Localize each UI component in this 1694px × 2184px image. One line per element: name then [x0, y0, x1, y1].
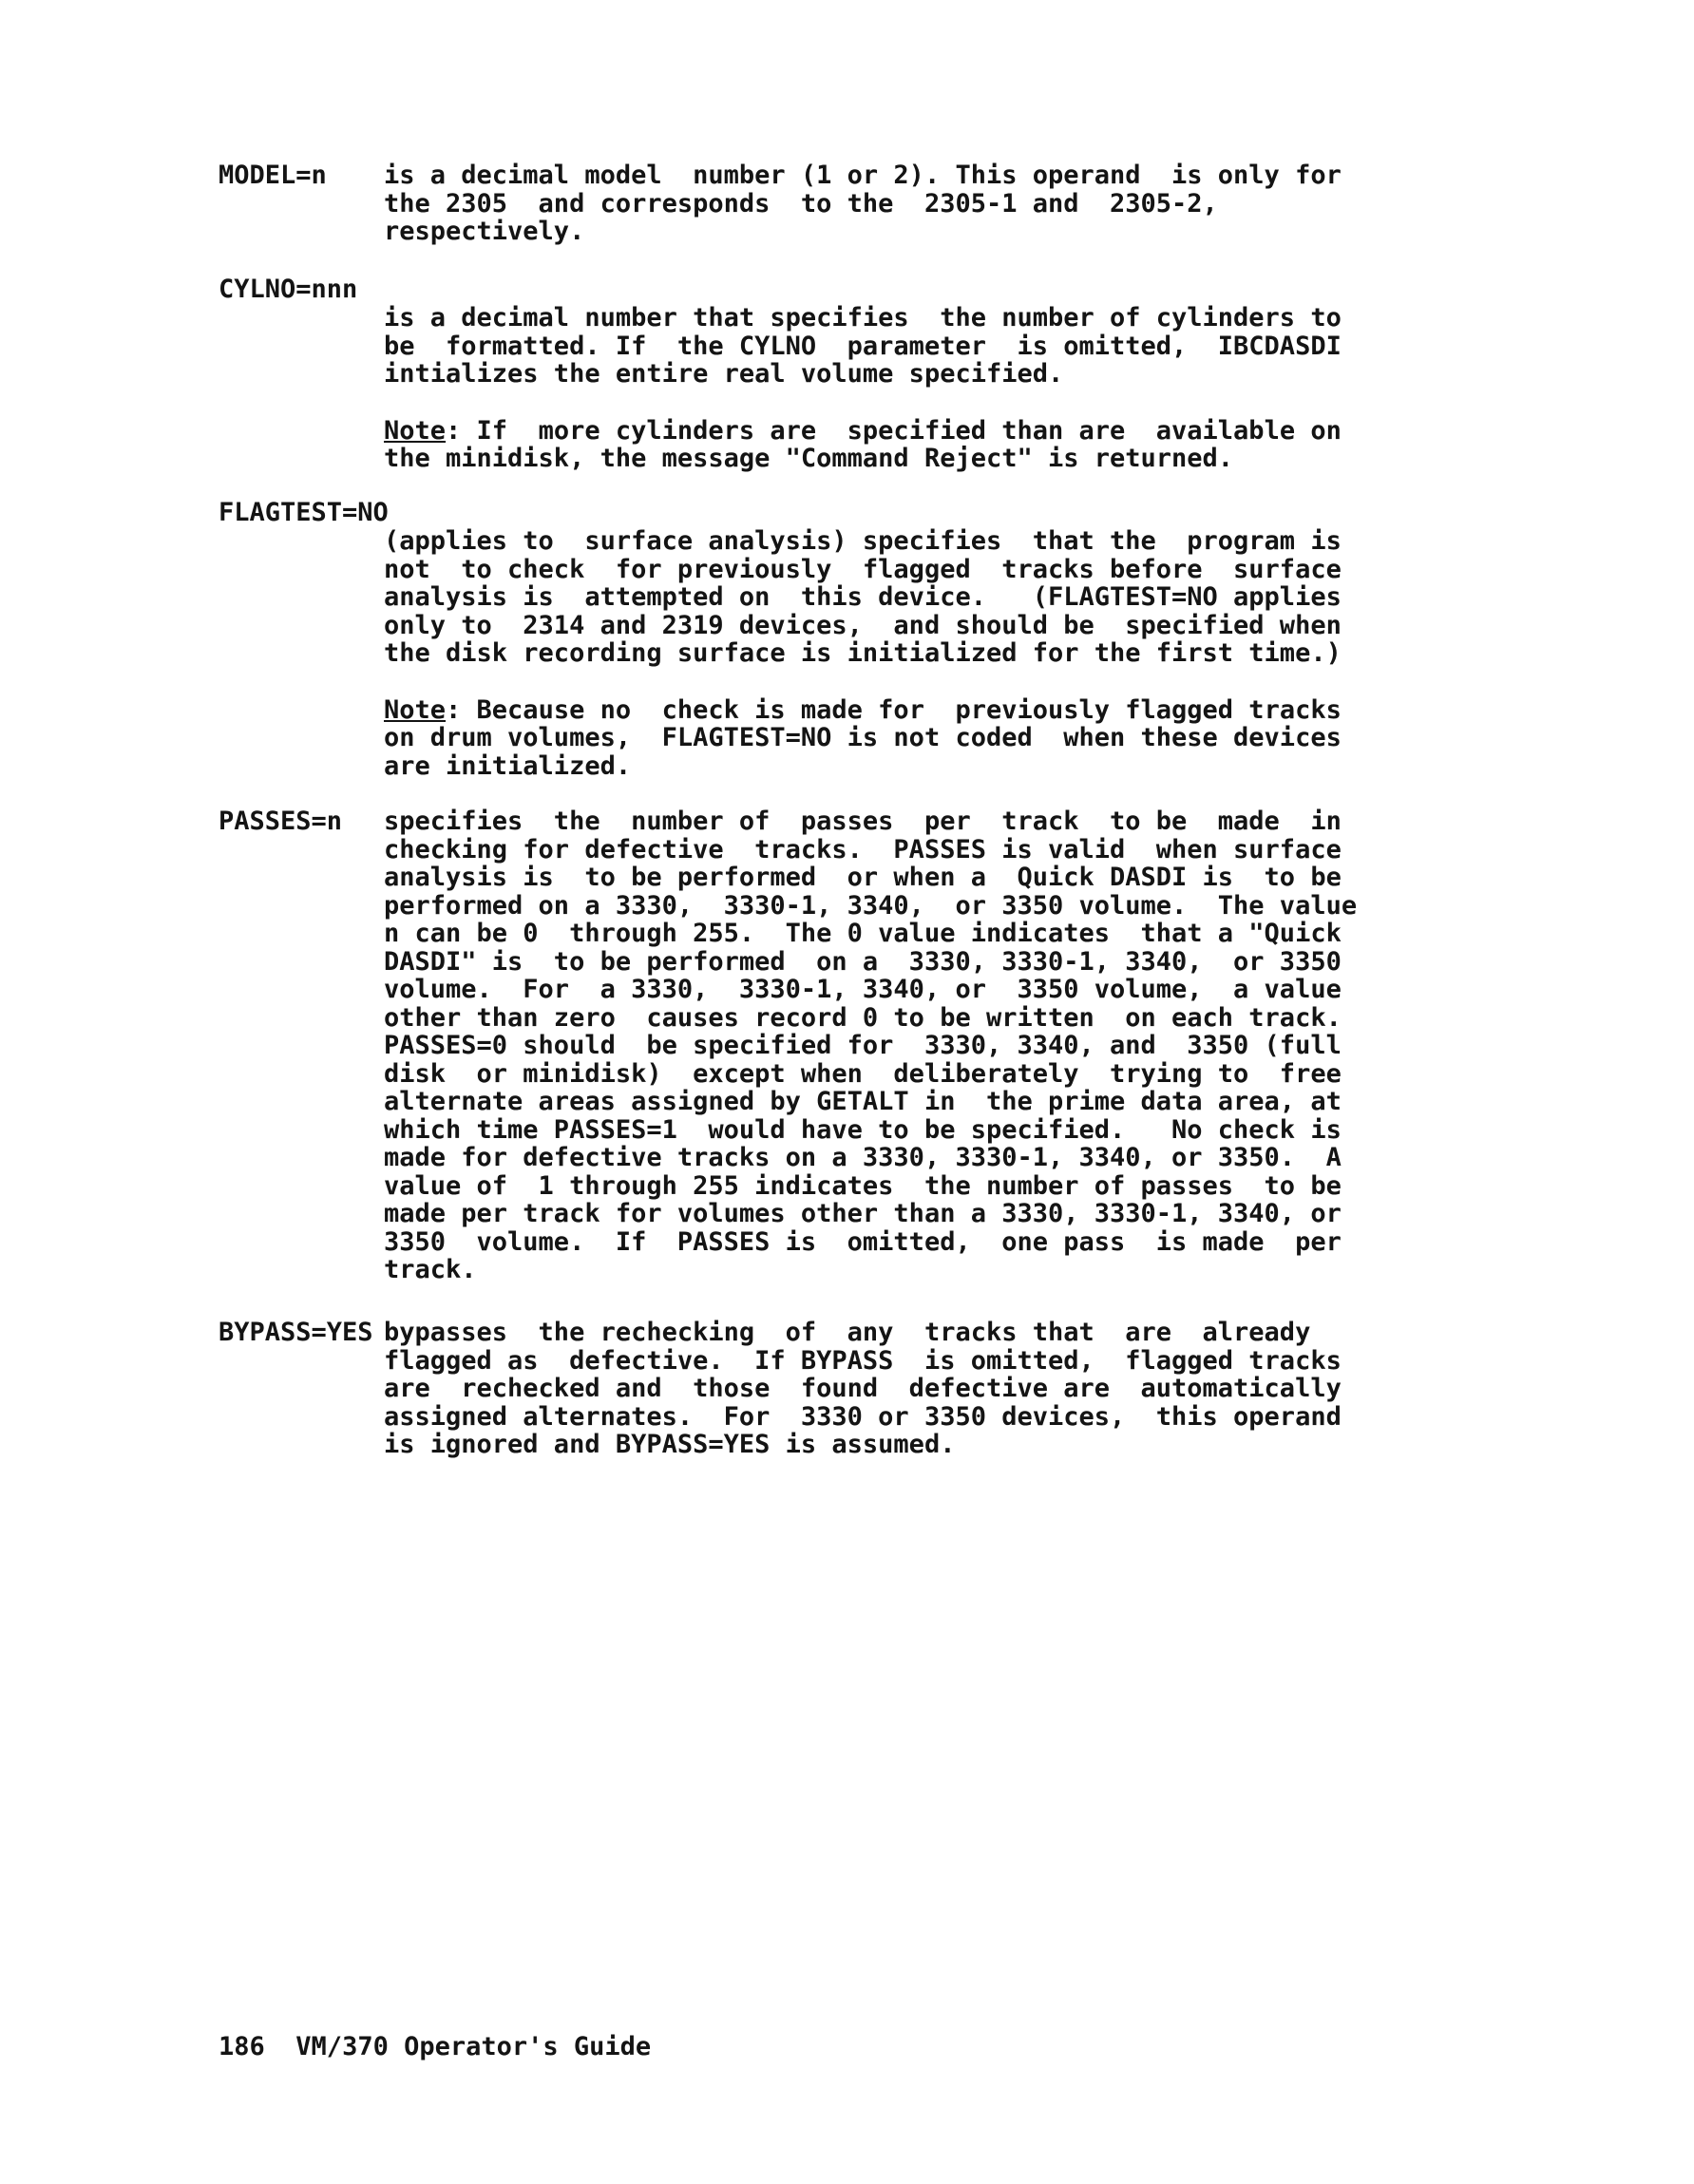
description-paragraph: specifies the number of passes per track to be made in checking for defective tracks. PASSES is valid when surface analysis is to be performed or when a Quick DASDI is to be performed on a 3330, 3330-1, 3340, or 3350 volume. The value n can be 0 through 255. The 0 value indicates that a "Quick DASDI" is to be performed on a 3330, 3330-1, 3340, or 3350 volume. For a 3330, 3330-1, 3340, or 3350 volume, a value other than zero causes record 0 to be written on each track. PASSES=0 should be specified for 3330, 3340, and 3350 (full disk or minidisk) except when deliberately trying to free alternate areas assigned by GETALT in the prime data area, at which time PASSES=1 would have to be specified. No check is made for defective tracks on a 3330, 3330-1, 3340, or 3350. A value of 1 through 255 indicates the number of passes to be made per track for volumes other than a 3330, 3330-1, 3340, or 3350 volume. If PASSES is omitted, one pass is made per track. [384, 807, 1358, 1284]
entry-cylno-body [384, 304, 1638, 473]
entry-flagtest-body [384, 527, 1638, 780]
term-cylno: CYLNO=nnn [219, 275, 358, 304]
entry-bypass-body [384, 1319, 1638, 1459]
entry-model-body [384, 161, 1638, 246]
description-paragraph: is a decimal number that specifies the number of cylinders to be formatted. If the CYLNO parameter is omitted, IBCDASDI intializes the entire real volume specified. [384, 303, 1342, 389]
description-paragraph: is a decimal model number (1 or 2). This operand is only for the 2305 and corresponds to the 2305-1 and 2305-2, respectively. [384, 161, 1342, 246]
note-paragraph [384, 696, 1638, 781]
term-flagtest: FLAGTEST=NO [219, 498, 389, 527]
page-number: 186 [219, 2032, 265, 2061]
term-bypass: BYPASS=YES [219, 1318, 373, 1347]
term-passes: PASSES=n [219, 807, 343, 836]
entry-passes-body [384, 807, 1638, 1284]
note-text: : Because no check is made for previously flagged tracks on drum volumes, FLAGTEST=NO is not coded when these devices are initialized. [384, 694, 1342, 781]
note-paragraph [384, 417, 1638, 473]
description-paragraph: bypasses the rechecking of any tracks that are already flagged as defective. If BYPASS is omitted, flagged tracks are rechecked and those found defective are automatically assigned alternates. For 3330 or 3350 devices, this operand is ignored and BYPASS=YES is assumed. [384, 1318, 1342, 1459]
note-label: Note [384, 694, 447, 725]
note-label: Note [384, 415, 447, 446]
note-text: : If more cylinders are specified than are available on the minidisk, the message "Command Reject" is returned. [384, 415, 1342, 473]
document-title: VM/370 Operator's Guide [295, 2032, 652, 2061]
description-paragraph: (applies to surface analysis) specifies that the program is not to check for previously flagged tracks before surface analysis is attempted on this device. (FLAGTEST=NO applies only to 2314 and 2319 devices, and should be specified when the disk recording surface is initialized for the first time.) [384, 526, 1342, 668]
term-model: MODEL=n [219, 161, 327, 190]
page-footer [219, 2033, 651, 2061]
